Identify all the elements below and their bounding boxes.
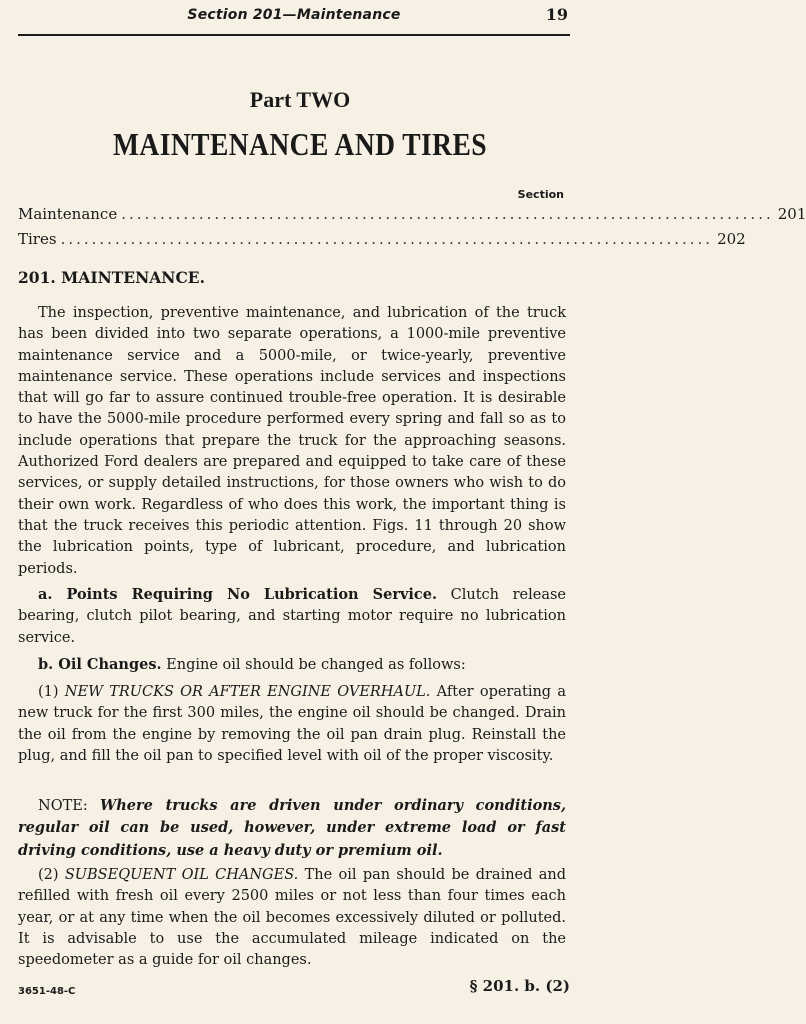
point-a-heading: a. Points Requiring No Lubrication Service. [38,586,438,603]
point-b-heading: b. Oil Changes. [38,656,162,673]
point-b-text: Engine oil should be changed as follows: [161,657,466,673]
toc-entry-label: Maintenance [18,205,118,223]
running-header [18,0,570,36]
point-a-text: Clutch release bearing, clutch pilot bearing, and starting motor require no lubrication service. [18,587,566,646]
footer-code: 3651-48-C [18,986,76,997]
running-title: Section 201—Maintenance [187,7,401,23]
footer-section-reference: § 201. b. (2) [469,977,570,995]
note-paragraph [18,795,566,862]
note-text: Where trucks are driven under ordinary conditions, regular oil can be used, however, under extreme load or fast driving conditions, use a heavy duty or premium oil. [18,797,567,859]
point-b-paragraph [18,654,566,676]
item-2-text: The oil pan should be drained and refilled with fresh oil every 2500 miles or not less than four times each year, or at any time when the oil becomes excessively diluted or polluted. It is advisable to use the accumulated mileage indicated on the speedometer as a guide for oil changes. [18,867,566,969]
toc-entry-maintenance [18,205,806,227]
item-1-title: NEW TRUCKS OR AFTER ENGINE OVERHAUL. [64,684,431,700]
toc-entry-label: Tires [18,230,57,248]
toc-entry-section: 202 [717,230,746,248]
part-title: MAINTENANCE AND TIRES [113,126,487,162]
item-1-text: After operating a new truck for the first 300 miles, the engine oil should be changed. Drain the oil from the engine by removing the oil pan drain plug. Reinstall the plug, and fill the oil pan to specified level with oil of the proper viscosity. [18,684,566,764]
section-heading: 201. MAINTENANCE. [18,268,206,287]
toc-dot-leader: .................................................................................... [121,205,774,223]
item-2-paragraph [18,865,566,971]
note-label: NOTE: [38,798,100,814]
item-1-number: (1) [38,684,65,700]
item-1-paragraph [18,682,566,767]
page-number: 19 [545,5,568,24]
part-label: Part TWO [249,87,351,112]
toc-column-header: Section [517,188,564,201]
item-2-title: SUBSEQUENT OIL CHANGES. [64,867,299,883]
item-2-number: (2) [38,867,65,883]
toc-entry-tires [18,230,746,252]
intro-paragraph: The inspection, preventive maintenance, and lubrication of the truck has been divided into two separate operations, a 1000-mile preventive maintenance service and a 5000-mile, or twice-yearly, preventive maintenance service. These operations include services and inspections that will go far to assure continued trouble-free operation. It is desirable to have the 5000-mile procedure performed every spring and fall so as to include operations that prepare the truck for the approaching seasons. Authorized Ford dealers are prepared and equipped to take care of these services, or supply detailed instructions, for those owners who wish to do their own work. Regardless of who does this work, the important thing is that the truck receives this periodic attention. Figs. 11 through 20 show the lubrication points, type of lubricant, procedure, and lubrication periods. [18,305,566,577]
toc-entry-section: 201 [777,205,806,223]
point-a-paragraph [18,584,566,649]
toc-dot-leader: .................................................................................... [60,230,714,248]
